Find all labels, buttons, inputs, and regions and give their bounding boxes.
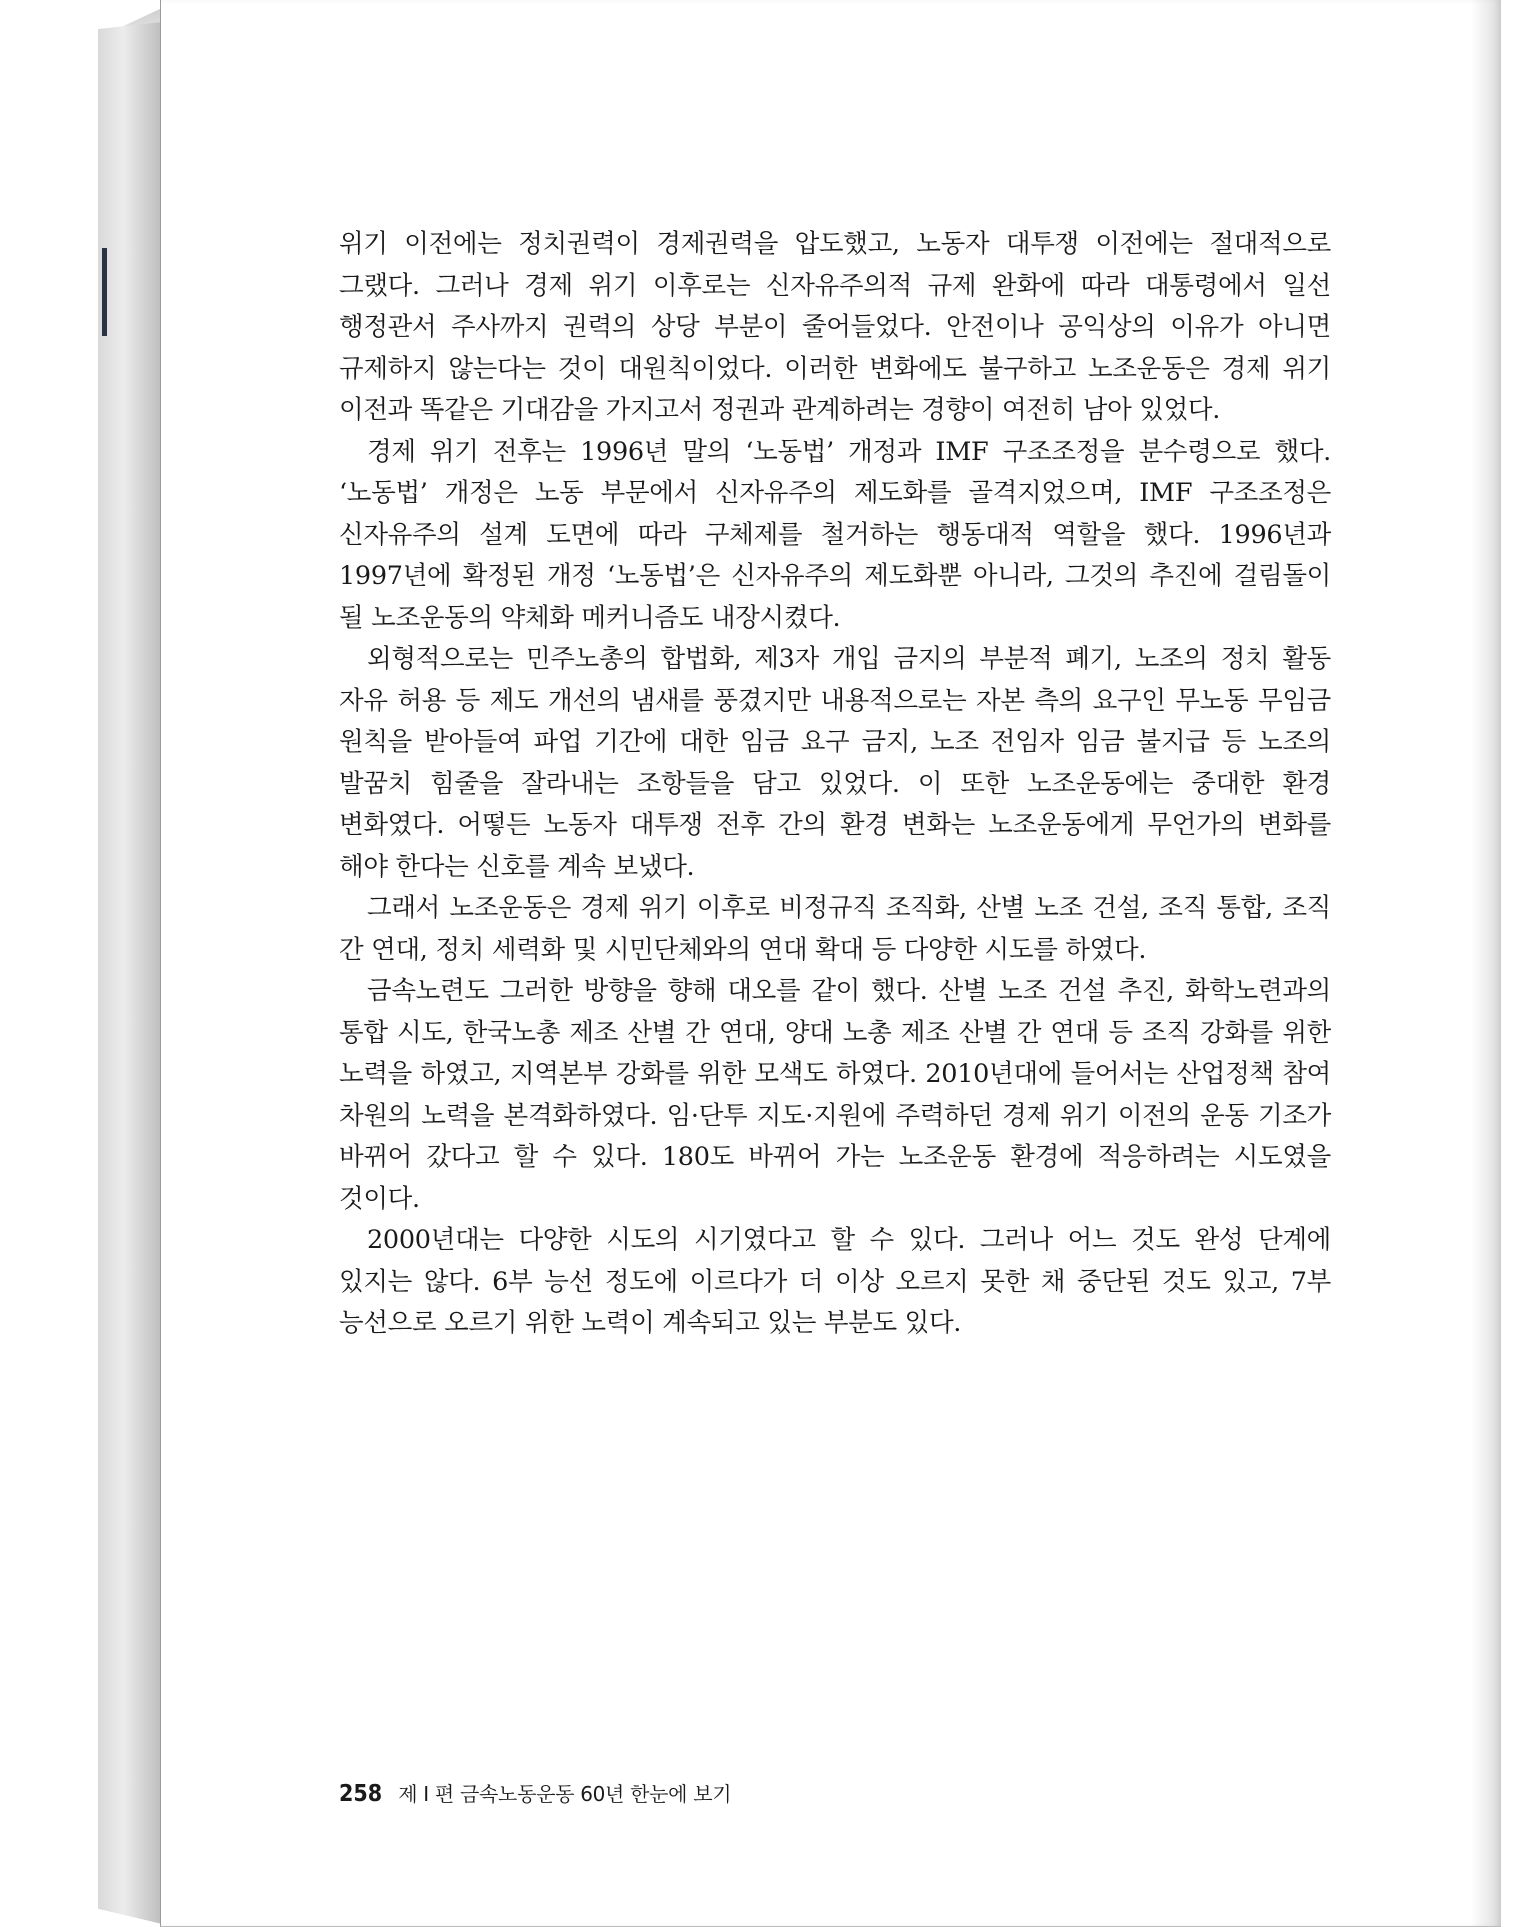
- body-text: [339, 224, 1331, 1345]
- page-number: 258: [339, 1781, 383, 1807]
- book-side-edge: [98, 22, 162, 1924]
- page-footer: [339, 1778, 731, 1807]
- paragraph-4: 그래서 노조운동은 경제 위기 이후로 비정규직 조직화, 산별 노조 건설, 조직 통합, 조직 간 연대, 정치 세력화 및 시민단체와의 연대 확대 등 다양한 시도를 하였다.: [339, 893, 1331, 965]
- bookmark-ribbon: [102, 248, 107, 336]
- paragraph-6: 2000년대는 다양한 시도의 시기였다고 할 수 있다. 그러나 어느 것도 완성 단계에 있지는 않다. 6부 능선 정도에 이르다가 더 이상 오르지 못한 채 중단된 것도 있고, 7부 능선으로 오르기 위한 노력이 계속되고 있는 부분도 있다.: [339, 1225, 1331, 1338]
- page-right-shadow: [1471, 0, 1501, 1926]
- paragraph-2: 경제 위기 전후는 1996년 말의 ‘노동법’ 개정과 IMF 구조조정을 분수령으로 했다. ‘노동법’ 개정은 노동 부문에서 신자유주의 제도화를 골격지었으며, IMF 구조조정은 신자유주의 설계 도면에 따라 구체제를 철거하는 행동대적 역할을 했다. 1996년과 1997년에 확정된 개정 ‘노동법’은 신자유주의 제도화뿐 아니라, 그것의 추진에 걸림돌이 될 노조운동의 약체화 메커니즘도 내장시켰다.: [339, 436, 1331, 633]
- paragraph-5: 금속노련도 그러한 방향을 향해 대오를 같이 했다. 산별 노조 건설 추진, 화학노련과의 통합 시도, 한국노총 제조 산별 간 연대, 양대 노총 제조 산별 간 연대 등 조직 강화를 위한 노력을 하였고, 지역본부 강화를 위한 모색도 하였다. 2010년대에 들어서는 산업정책 참여 차원의 노력을 본격화하였다. 임·단투 지도·지원에 주력하던 경제 위기 이전의 운동 기조가 바뀌어 갔다고 할 수 있다. 180도 바뀌어 가는 노조운동 환경에 적응하려는 시도였을 것이다.: [339, 976, 1331, 1214]
- paragraph-1: 위기 이전에는 정치권력이 경제권력을 압도했고, 노동자 대투쟁 이전에는 절대적으로 그랬다. 그러나 경제 위기 이후로는 신자유주의적 규제 완화에 따라 대통령에서 일선 행정관서 주사까지 권력의 상당 부분이 줄어들었다. 안전이나 공익상의 이유가 아니면 규제하지 않는다는 것이 대원칙이었다. 이러한 변화에도 불구하고 노조운동은 경제 위기 이전과 똑같은 기대감을 가지고서 정권과 관계하려는 경향이 여전히 남아 있었다.: [339, 229, 1331, 425]
- paragraph-3: 외형적으로는 민주노총의 합법화, 제3자 개입 금지의 부분적 폐기, 노조의 정치 활동 자유 허용 등 제도 개선의 냄새를 풍겼지만 내용적으로는 자본 측의 요구인 무노동 무임금 원칙을 받아들여 파업 기간에 대한 임금 요구 금지, 노조 전임자 임금 불지급 등 노조의 발꿈치 힘줄을 잘라내는 조항들을 담고 있었다. 이 또한 노조운동에는 중대한 환경 변화였다. 어떻든 노동자 대투쟁 전후 간의 환경 변화는 노조운동에게 무언가의 변화를 해야 한다는 신호를 계속 보냈다.: [339, 644, 1331, 882]
- running-title: 제 I 편 금속노동운동 60년 한눈에 보기: [398, 1782, 732, 1806]
